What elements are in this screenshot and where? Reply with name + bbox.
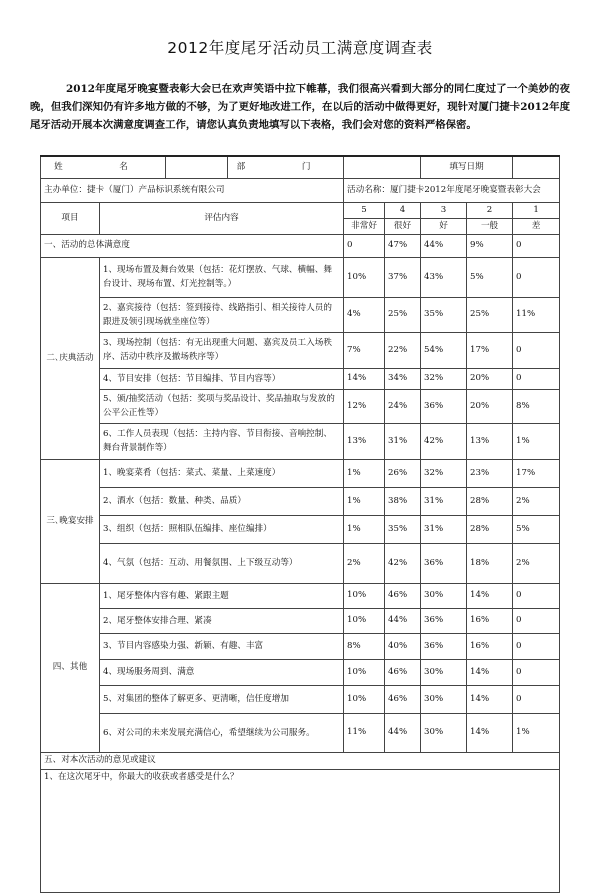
- rating-value: 12%: [344, 389, 385, 423]
- rating-value: 0: [513, 257, 560, 297]
- dept-field[interactable]: [344, 156, 421, 178]
- item-header: 项目: [41, 202, 100, 234]
- rating-value: 0: [513, 685, 560, 713]
- name-field[interactable]: [166, 156, 228, 178]
- rating-value: 8%: [344, 633, 385, 659]
- rating-value: 30%: [421, 659, 467, 685]
- name-label: 姓 名: [41, 156, 166, 178]
- table-row: [41, 515, 560, 543]
- rating-value: 25%: [385, 297, 421, 332]
- table-row: [41, 368, 560, 389]
- rating-value: 31%: [385, 423, 421, 459]
- content-header: 评估内容: [100, 202, 344, 234]
- rating-value: 0: [513, 608, 560, 633]
- score-header: 3: [421, 202, 467, 218]
- rating-value: 42%: [421, 423, 467, 459]
- rating-value: 11%: [344, 713, 385, 752]
- rating-value: 36%: [421, 633, 467, 659]
- evaluation-item: 2、嘉宾接待（包括：签到接待、线路指引、相关接待人员的跟进及领引现场就坐座位等）: [100, 297, 344, 332]
- table-row: [41, 459, 560, 487]
- level-header: 很好: [385, 218, 421, 234]
- suggestion-question: 1、在这次尾牙中，你最大的收获或者感受是什么？: [44, 771, 239, 782]
- rating-value: 7%: [344, 332, 385, 368]
- level-header: 非常好: [344, 218, 385, 234]
- section-label: 二､庆典活动: [41, 257, 100, 459]
- rating-value: 28%: [467, 515, 513, 543]
- rating-value: 0: [513, 368, 560, 389]
- section-label: 四、其他: [41, 583, 100, 752]
- table-row: [41, 332, 560, 368]
- table-row: [41, 257, 560, 297]
- score-header: 1: [513, 202, 560, 218]
- rating-value: 16%: [467, 608, 513, 633]
- evaluation-item: 5、对集团的整体了解更多、更清晰，信任度增加: [100, 685, 344, 713]
- table-row: [41, 608, 560, 633]
- rating-value: 4%: [344, 297, 385, 332]
- date-field[interactable]: [513, 156, 560, 178]
- evaluation-item: 4、现场服务周到、满意: [100, 659, 344, 685]
- rating-value: 13%: [467, 423, 513, 459]
- rating-value: 46%: [385, 583, 421, 608]
- rating-value: 22%: [385, 332, 421, 368]
- overall-value: 9%: [467, 234, 513, 257]
- evaluation-item: 6、对公司的未来发展充满信心，希望继续为公司服务。: [100, 713, 344, 752]
- level-header: 好: [421, 218, 467, 234]
- table-row: [41, 659, 560, 685]
- rating-value: 10%: [344, 583, 385, 608]
- rating-value: 0: [513, 659, 560, 685]
- organizer: 主办单位：捷卡（厦门）产品标识系统有限公司: [41, 178, 344, 202]
- table-row: [41, 487, 560, 515]
- suggestion-answer-area[interactable]: [41, 769, 560, 892]
- intro-paragraph: 2012年度尾牙晚宴暨表彰大会已在欢声笑语中拉下帷幕，我们很高兴看到大部分的同仁度过了一个美妙的夜晚，但我们深知仍有许多地方做的不够，为了更好地改进工作，在以后的活动中做得更好，现针对厦门捷卡2012年度尾牙活动开展本次满意度调查工作，请您认真负责地填写以下表格，我们会对您的资料严格保密。: [30, 83, 570, 132]
- overall-label: 一、活动的总体满意度: [41, 234, 344, 257]
- activity-name: 活动名称：厦门捷卡2012年度尾牙晚宴暨表彰大会: [344, 178, 560, 202]
- page-title: 2012年度尾牙活动员工满意度调查表: [167, 39, 433, 57]
- score-header: 4: [385, 202, 421, 218]
- rating-value: 37%: [385, 257, 421, 297]
- table-row: [41, 389, 560, 423]
- rating-value: 54%: [421, 332, 467, 368]
- table-row: [41, 685, 560, 713]
- evaluation-item: 1、现场布置及舞台效果（包括：花灯摆放、气球、横幅、舞台设计、现场布置、灯光控制等。）: [100, 257, 344, 297]
- overall-value: 0: [513, 234, 560, 257]
- rating-value: 14%: [467, 659, 513, 685]
- rating-value: 1%: [344, 515, 385, 543]
- evaluation-item: 4、气氛（包括：互动、用餐氛围、上下级互动等）: [100, 543, 344, 583]
- suggestions-label: 五、对本次活动的意见或建议: [41, 752, 560, 769]
- dept-label: 部 门: [228, 156, 344, 178]
- evaluation-item: 2、酒水（包括：数量、种类、品质）: [100, 487, 344, 515]
- rating-value: 26%: [385, 459, 421, 487]
- rating-value: 36%: [421, 608, 467, 633]
- rating-value: 30%: [421, 713, 467, 752]
- rating-value: 14%: [467, 685, 513, 713]
- rating-value: 10%: [344, 608, 385, 633]
- rating-value: 1%: [344, 459, 385, 487]
- rating-value: 16%: [467, 633, 513, 659]
- rating-value: 23%: [467, 459, 513, 487]
- table-row: [41, 297, 560, 332]
- rating-value: 31%: [421, 515, 467, 543]
- rating-value: 36%: [421, 389, 467, 423]
- rating-value: 40%: [385, 633, 421, 659]
- score-header: 5: [344, 202, 385, 218]
- survey-table: [40, 155, 560, 893]
- overall-value: 44%: [421, 234, 467, 257]
- evaluation-item: 4、节目安排（包括：节目编排、节目内容等）: [100, 368, 344, 389]
- rating-value: 24%: [385, 389, 421, 423]
- rating-value: 10%: [344, 257, 385, 297]
- rating-value: 44%: [385, 713, 421, 752]
- section-label: 三､晚宴安排: [41, 459, 100, 583]
- rating-value: 0: [513, 332, 560, 368]
- score-header: 2: [467, 202, 513, 218]
- rating-value: 14%: [467, 713, 513, 752]
- level-header: 差: [513, 218, 560, 234]
- rating-value: 30%: [421, 583, 467, 608]
- rating-value: 11%: [513, 297, 560, 332]
- rating-value: 35%: [385, 515, 421, 543]
- rating-value: 25%: [467, 297, 513, 332]
- rating-value: 14%: [344, 368, 385, 389]
- rating-value: 2%: [513, 487, 560, 515]
- evaluation-item: 6、工作人员表现（包括：主持内容、节目衔接、音响控制、舞台背景制作等）: [100, 423, 344, 459]
- rating-value: 42%: [385, 543, 421, 583]
- table-row: [41, 423, 560, 459]
- rating-value: 43%: [421, 257, 467, 297]
- rating-value: 35%: [421, 297, 467, 332]
- rating-value: 17%: [513, 459, 560, 487]
- table-row: [41, 633, 560, 659]
- rating-value: 18%: [467, 543, 513, 583]
- evaluation-item: 3、现场控制（包括：有无出现重大问题、嘉宾及员工入场秩序、活动中秩序及撤场秩序等）: [100, 332, 344, 368]
- rating-value: 20%: [467, 368, 513, 389]
- rating-value: 34%: [385, 368, 421, 389]
- table-row: [41, 543, 560, 583]
- rating-value: 5%: [467, 257, 513, 297]
- rating-value: 32%: [421, 368, 467, 389]
- rating-value: 17%: [467, 332, 513, 368]
- rating-value: 5%: [513, 515, 560, 543]
- rating-value: 0: [513, 583, 560, 608]
- date-label: 填写日期: [421, 156, 513, 178]
- rating-value: 1%: [344, 487, 385, 515]
- rating-value: 2%: [513, 543, 560, 583]
- evaluation-item: 3、节目内容感染力强、新颖、有趣、丰富: [100, 633, 344, 659]
- rating-value: 28%: [467, 487, 513, 515]
- rating-value: 0: [513, 633, 560, 659]
- rating-value: 38%: [385, 487, 421, 515]
- rating-value: 36%: [421, 543, 467, 583]
- overall-value: 0: [344, 234, 385, 257]
- rating-value: 2%: [344, 543, 385, 583]
- rating-value: 32%: [421, 459, 467, 487]
- evaluation-item: 5、颁/抽奖活动（包括：奖项与奖品设计、奖品抽取与发放的公平公正性等）: [100, 389, 344, 423]
- rating-value: 46%: [385, 685, 421, 713]
- table-row: [41, 583, 560, 608]
- rating-value: 30%: [421, 685, 467, 713]
- rating-value: 20%: [467, 389, 513, 423]
- evaluation-item: 2、尾牙整体安排合理、紧凑: [100, 608, 344, 633]
- rating-value: 31%: [421, 487, 467, 515]
- evaluation-item: 1、尾牙整体内容有趣、紧跟主题: [100, 583, 344, 608]
- rating-value: 10%: [344, 685, 385, 713]
- rating-value: 46%: [385, 659, 421, 685]
- evaluation-item: 3、组织（包括：照相队伍编排、座位编排）: [100, 515, 344, 543]
- level-header: 一般: [467, 218, 513, 234]
- rating-value: 14%: [467, 583, 513, 608]
- evaluation-item: 1、晚宴菜肴（包括：菜式、菜量、上菜速度）: [100, 459, 344, 487]
- rating-value: 8%: [513, 389, 560, 423]
- overall-value: 47%: [385, 234, 421, 257]
- table-row: [41, 713, 560, 752]
- rating-value: 44%: [385, 608, 421, 633]
- rating-value: 1%: [513, 713, 560, 752]
- rating-value: 10%: [344, 659, 385, 685]
- rating-value: 1%: [513, 423, 560, 459]
- rating-value: 13%: [344, 423, 385, 459]
